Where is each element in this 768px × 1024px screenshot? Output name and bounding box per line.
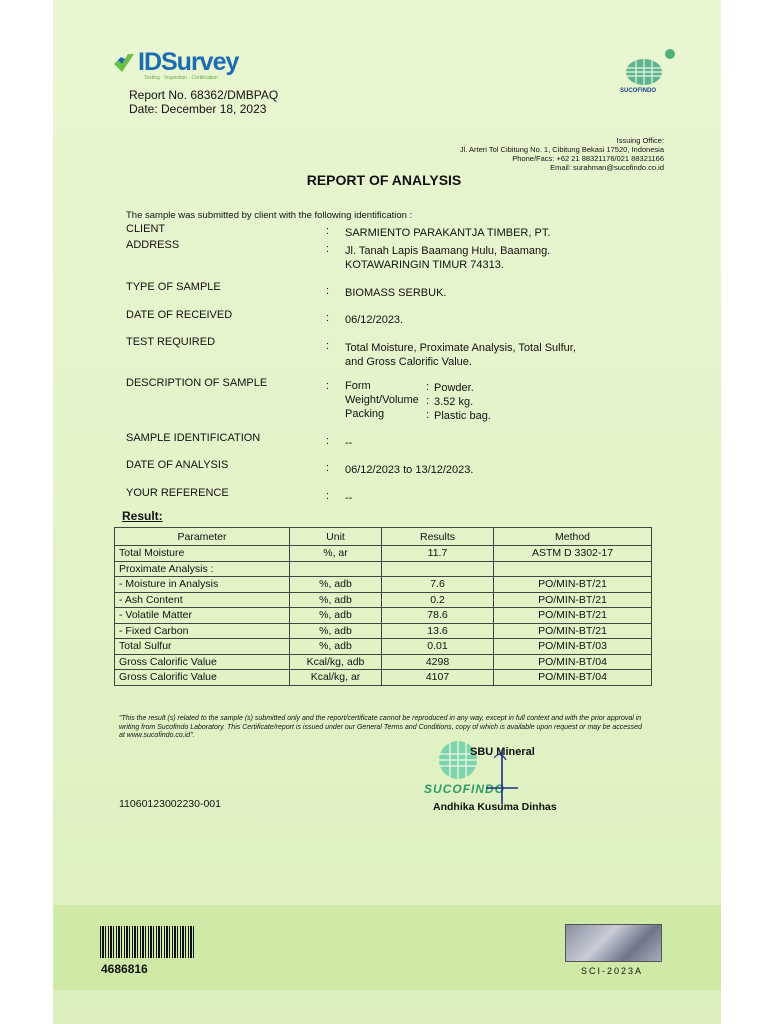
header-method: Method	[494, 528, 652, 546]
cell-method	[494, 561, 652, 577]
cell-result: 7.6	[382, 577, 494, 593]
test-colon: :	[326, 340, 330, 352]
stamp-unit: SBU Mineral	[470, 746, 535, 758]
packing-colon: :	[426, 409, 430, 421]
results-table	[114, 527, 652, 686]
barcode-number: 4686816	[101, 962, 148, 976]
form-colon: :	[426, 381, 430, 393]
cell-method: PO/MIN-BT/04	[494, 670, 652, 686]
cell-unit: %, adb	[290, 623, 382, 639]
report-number: Report No. 68362/DMBPAQ	[129, 88, 279, 102]
report-title: REPORT OF ANALYSIS	[306, 172, 462, 188]
cell-method: PO/MIN-BT/21	[494, 608, 652, 624]
weight-colon: :	[426, 395, 430, 407]
cell-unit: %, adb	[290, 577, 382, 593]
address-colon: :	[326, 243, 330, 255]
received-value: 06/12/2023.	[345, 314, 404, 326]
weight-value: 3.52 kg.	[434, 396, 474, 408]
security-hologram-icon	[565, 924, 662, 962]
client-colon: :	[326, 225, 330, 237]
sample-id-colon: :	[326, 435, 330, 447]
address-label: ADDRESS	[126, 239, 180, 251]
office-email: Email: surahman@sucofindo.co.id	[550, 163, 664, 172]
test-line-1: Total Moisture, Proximate Analysis, Total Sulfur,	[345, 342, 576, 354]
sucofindo-stamp	[424, 740, 548, 800]
description-label: DESCRIPTION OF SAMPLE	[126, 377, 268, 389]
table-row	[115, 592, 652, 608]
cell-result: 11.7	[382, 546, 494, 562]
client-value: SARMIENTO PARAKANTJA TIMBER, PT.	[345, 227, 551, 239]
cell-parameter: Total Moisture	[115, 546, 290, 562]
intro-text: The sample was submitted by client with the following identification :	[126, 210, 413, 221]
type-label: TYPE OF SAMPLE	[126, 281, 221, 293]
report-meta	[129, 88, 278, 116]
report-date: Date: December 18, 2023	[129, 102, 267, 116]
cell-method: PO/MIN-BT/21	[494, 623, 652, 639]
cell-unit: Kcal/kg, adb	[290, 654, 382, 670]
office-label: Issuing Office:	[616, 136, 664, 145]
test-line-2: and Gross Calorific Value.	[345, 356, 472, 368]
cell-unit: %, adb	[290, 608, 382, 624]
reference-label: YOUR REFERENCE	[126, 487, 229, 499]
result-heading: Result:	[122, 509, 163, 523]
header-parameter: Parameter	[115, 528, 290, 546]
cell-result: 78.6	[382, 608, 494, 624]
cell-parameter: - Ash Content	[115, 592, 290, 608]
cell-unit: %, adb	[290, 592, 382, 608]
cell-method: ASTM D 3302-17	[494, 546, 652, 562]
signature-icon	[482, 748, 522, 806]
cell-parameter: Total Sulfur	[115, 639, 290, 655]
cell-method: PO/MIN-BT/03	[494, 639, 652, 655]
test-label: TEST REQUIRED	[126, 336, 216, 348]
sucofindo-globe-icon	[620, 48, 676, 88]
office-phone: Phone/Facs: +62 21 88321176/021 88321166	[512, 154, 664, 163]
address-line-1: Jl. Tanah Lapis Baamang Hulu, Baamang.	[345, 245, 551, 257]
analysis-date-value: 06/12/2023 to 13/12/2023.	[345, 464, 474, 476]
cell-result: 13.6	[382, 623, 494, 639]
cell-unit: %, adb	[290, 639, 382, 655]
cell-parameter: - Fixed Carbon	[115, 623, 290, 639]
idsurvey-tagline: Testing · Inspection · Certification	[144, 75, 218, 81]
table-row	[115, 577, 652, 593]
cell-result	[382, 561, 494, 577]
cell-parameter: Gross Calorific Value	[115, 670, 290, 686]
packing-value: Plastic bag.	[434, 410, 491, 422]
header-unit: Unit	[290, 528, 382, 546]
analysis-date-label: DATE OF ANALYSIS	[126, 459, 229, 471]
sucofindo-wordmark: SUCOFINDO	[620, 88, 656, 94]
sample-id-label: SAMPLE IDENTIFICATION	[126, 432, 261, 444]
test-value	[345, 341, 576, 369]
cell-unit: Kcal/kg, ar	[290, 670, 382, 686]
idsurvey-wordmark: IDSurvey	[138, 48, 239, 76]
sucofindo-logo	[620, 48, 676, 96]
cell-result: 4107	[382, 670, 494, 686]
table-row	[115, 546, 652, 562]
cell-result: 0.01	[382, 639, 494, 655]
issuing-office	[460, 136, 664, 172]
table-header-row	[115, 528, 652, 546]
document-number: 11060123002230-001	[119, 798, 221, 810]
header-results: Results	[382, 528, 494, 546]
sample-id-value: --	[345, 437, 353, 449]
cell-method: PO/MIN-BT/21	[494, 592, 652, 608]
table-row	[115, 670, 652, 686]
address-line-2: KOTAWARINGIN TIMUR 74313.	[345, 259, 504, 271]
office-address: Jl. Arteri Tol Cibitung No. 1, Cibitung Bekasi 17520, Indonesia	[459, 145, 664, 154]
idsurvey-leaf-icon	[112, 50, 136, 74]
form-key: Form	[345, 380, 371, 392]
form-value: Powder.	[434, 382, 474, 394]
cell-result: 4298	[382, 654, 494, 670]
cell-parameter: Proximate Analysis :	[115, 561, 290, 577]
description-colon: :	[326, 380, 330, 392]
type-colon: :	[326, 285, 330, 297]
stamp-company: SUCOFINDO	[424, 782, 505, 796]
idsurvey-logo	[112, 46, 252, 82]
received-label: DATE OF RECEIVED	[126, 309, 233, 321]
disclaimer-text: "This the result (s) related to the sample (s) submitted only and the report/certificate cannot be reproduced in any way, except in full context and with the prior approval in writing from Sucofindo Laboratory. This Certificate/report is issued under our General Terms and Conditions, copy of which is available upon request or may be accessed at www.sucofindo.co.id".	[119, 715, 642, 739]
table-row	[115, 623, 652, 639]
table-row	[115, 561, 652, 577]
cell-result: 0.2	[382, 592, 494, 608]
analysis-date-colon: :	[326, 462, 330, 474]
type-value: BIOMASS SERBUK.	[345, 287, 447, 299]
table-row	[115, 608, 652, 624]
table-row	[115, 639, 652, 655]
table-row	[115, 654, 652, 670]
received-colon: :	[326, 312, 330, 324]
form-code: SCI-2023A	[581, 966, 644, 976]
address-value	[345, 244, 550, 272]
weight-key: Weight/Volume	[345, 394, 419, 406]
cell-parameter: Gross Calorific Value	[115, 654, 290, 670]
reference-colon: :	[326, 490, 330, 502]
cell-method: PO/MIN-BT/04	[494, 654, 652, 670]
cell-unit	[290, 561, 382, 577]
cell-unit: %, ar	[290, 546, 382, 562]
signer-name: Andhika Kusuma Dinhas	[433, 801, 557, 813]
barcode-icon	[100, 926, 196, 958]
packing-key: Packing	[345, 408, 385, 420]
reference-value: --	[345, 492, 353, 504]
cell-parameter: - Moisture in Analysis	[115, 577, 290, 593]
cell-parameter: - Volatile Matter	[115, 608, 290, 624]
client-label: CLIENT	[126, 223, 166, 235]
cell-method: PO/MIN-BT/21	[494, 577, 652, 593]
